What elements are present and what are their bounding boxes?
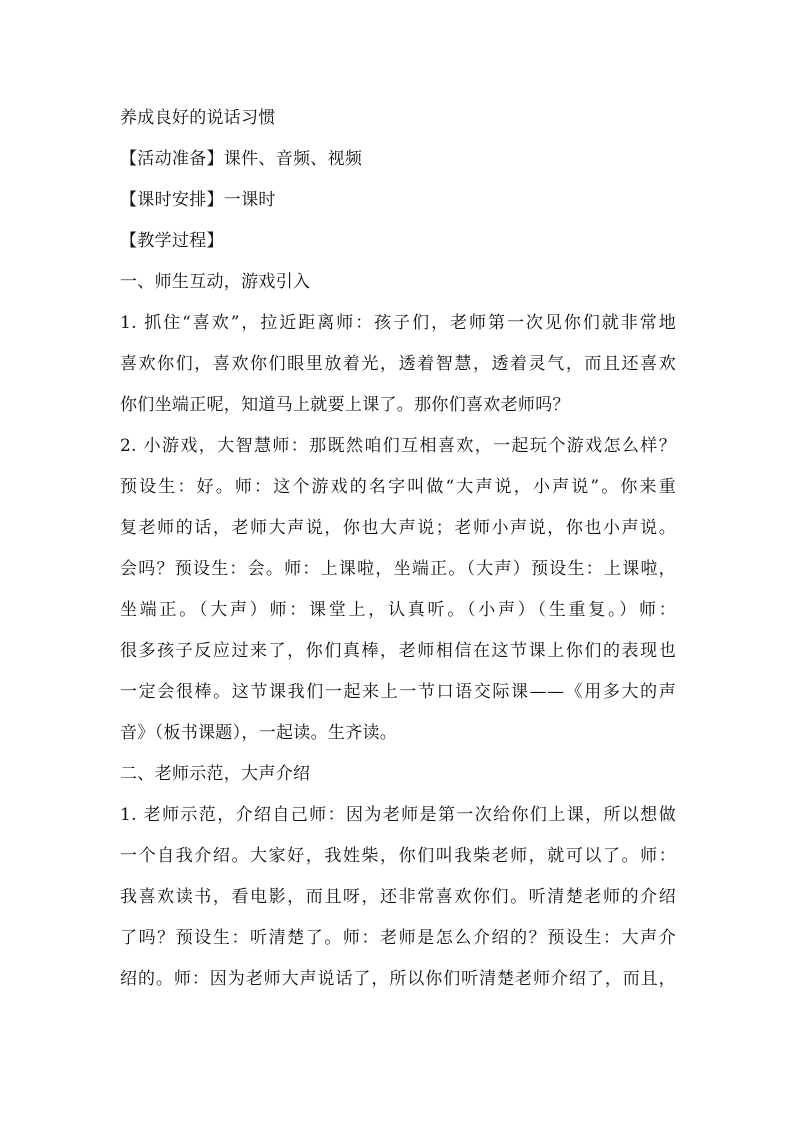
section-heading-1: 一、师生互动，游戏引入 [120, 272, 311, 292]
teaching-process-heading: 【教学过程】 [120, 231, 224, 251]
paragraph-line: 绍的。师：因为老师大声说话了，所以你们听清楚老师介绍了，而且， [120, 969, 676, 989]
paragraph-line: 了吗？预设生：听清楚了。师：老师是怎么介绍的？预设生：大声介 [120, 928, 676, 948]
paragraph-line: 我喜欢读书，看电影，而且呀，还非常喜欢你们。听清楚老师的介绍 [120, 887, 676, 907]
paragraph-line: 一定会很棒。这节课我们一起来上一节口语交际课——《用多大的声 [120, 682, 676, 702]
paragraph-line: 你们坐端正呢，知道马上就要上课了。那你们喜欢老师吗？ [120, 395, 570, 415]
paragraph-line: 预设生：好。师：这个游戏的名字叫做“大声说，小声说”。你来重 [120, 477, 676, 497]
section-heading-2: 二、老师示范，大声介绍 [120, 764, 311, 784]
paragraph-line: 会吗？预设生：会。师：上课啦，坐端正。（大声）预设生：上课啦， [120, 559, 676, 579]
activity-preparation: 【活动准备】课件、音频、视频 [120, 149, 363, 169]
paragraph-line: 坐端正。（大声）师：课堂上，认真听。（小声）（生重复。）师： [120, 600, 676, 620]
paragraph-line: 1. 抓住“喜欢”，拉近距离师：孩子们，老师第一次见你们就非常地 [120, 313, 676, 333]
class-hour-arrangement: 【课时安排】一课时 [120, 190, 276, 210]
paragraph-line: 1. 老师示范，介绍自己师：因为老师是第一次给你们上课，所以想做 [120, 805, 676, 825]
document-title: 养成良好的说话习惯 [120, 108, 276, 128]
paragraph-line: 很多孩子反应过来了，你们真棒，老师相信在这节课上你们的表现也 [120, 641, 676, 661]
paragraph-line: 一个自我介绍。大家好，我姓柴，你们叫我柴老师，就可以了。师： [120, 846, 676, 866]
paragraph-line: 复老师的话，老师大声说，你也大声说；老师小声说，你也小声说。 [120, 518, 676, 538]
document-page [120, 98, 676, 1000]
paragraph-line: 2. 小游戏，大智慧师：那既然咱们互相喜欢，一起玩个游戏怎么样？ [120, 436, 676, 456]
paragraph-line: 喜欢你们，喜欢你们眼里放着光，透着智慧，透着灵气，而且还喜欢 [120, 354, 676, 374]
paragraph-line: 音》（板书课题），一起读。生齐读。 [120, 723, 398, 743]
